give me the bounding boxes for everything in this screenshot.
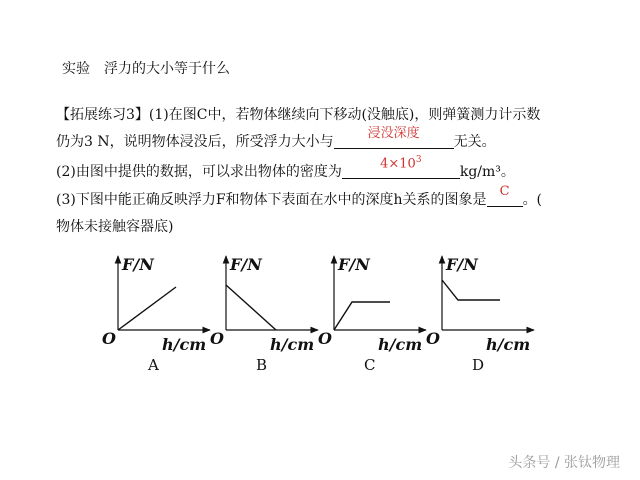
answer-1: 浸没深度 (367, 126, 420, 141)
x-axis-label: h/cm (162, 335, 207, 354)
y-axis-label: F/N (122, 255, 154, 274)
answer-3: C (499, 184, 510, 199)
option-label: B (256, 356, 268, 374)
y-axis-label: F/N (446, 255, 478, 274)
heading-experiment: 实验 (62, 61, 90, 77)
line3-unit: kg/m³。 (459, 164, 515, 180)
line2-tail: 无关。 (453, 134, 496, 150)
graph-curve (442, 280, 500, 300)
origin-label: O (102, 329, 116, 348)
origin-label: O (426, 329, 440, 348)
x-axis-label: h/cm (270, 335, 315, 354)
graph-a (102, 255, 210, 374)
y-axis-label: F/N (230, 255, 262, 274)
graph-d (426, 255, 534, 374)
line2-text: 仍为3 N，说明物体浸没后，所受浮力大小与 (56, 134, 334, 150)
y-axis-label: F/N (338, 255, 370, 274)
x-axis-label: h/cm (378, 335, 423, 354)
graph-curve (118, 287, 176, 330)
option-label: A (148, 356, 159, 374)
origin-label: O (210, 329, 224, 348)
line4-text: (3)下图中能正确反映浮力F和物体下表面在水中的深度h关系的图象是 (56, 192, 487, 208)
option-label: C (364, 356, 376, 374)
origin-label: O (318, 329, 332, 348)
graph-b (210, 255, 318, 374)
exercise-line-1: 【拓展练习3】(1)在图C中，若物体继续向下移动(没触底)，则弹簧测力计示数 (56, 107, 541, 123)
option-label: D (472, 356, 485, 374)
line4-tail: 。( (522, 192, 543, 208)
exercise-line-5: 物体未接触容器底) (56, 219, 174, 235)
graph-curve (226, 285, 276, 330)
answer-2-exp: 3 (415, 154, 422, 165)
graph-c (318, 255, 426, 374)
x-axis-label: h/cm (486, 335, 531, 354)
graph-curve (334, 302, 390, 330)
heading-title: 浮力的大小等于什么 (104, 61, 230, 77)
line3-text: (2)由图中提供的数据，可以求出物体的密度为 (56, 164, 342, 180)
watermark: 头条号 / 张钛物理 (508, 455, 620, 471)
answer-2-base: 4×10 (380, 156, 416, 171)
